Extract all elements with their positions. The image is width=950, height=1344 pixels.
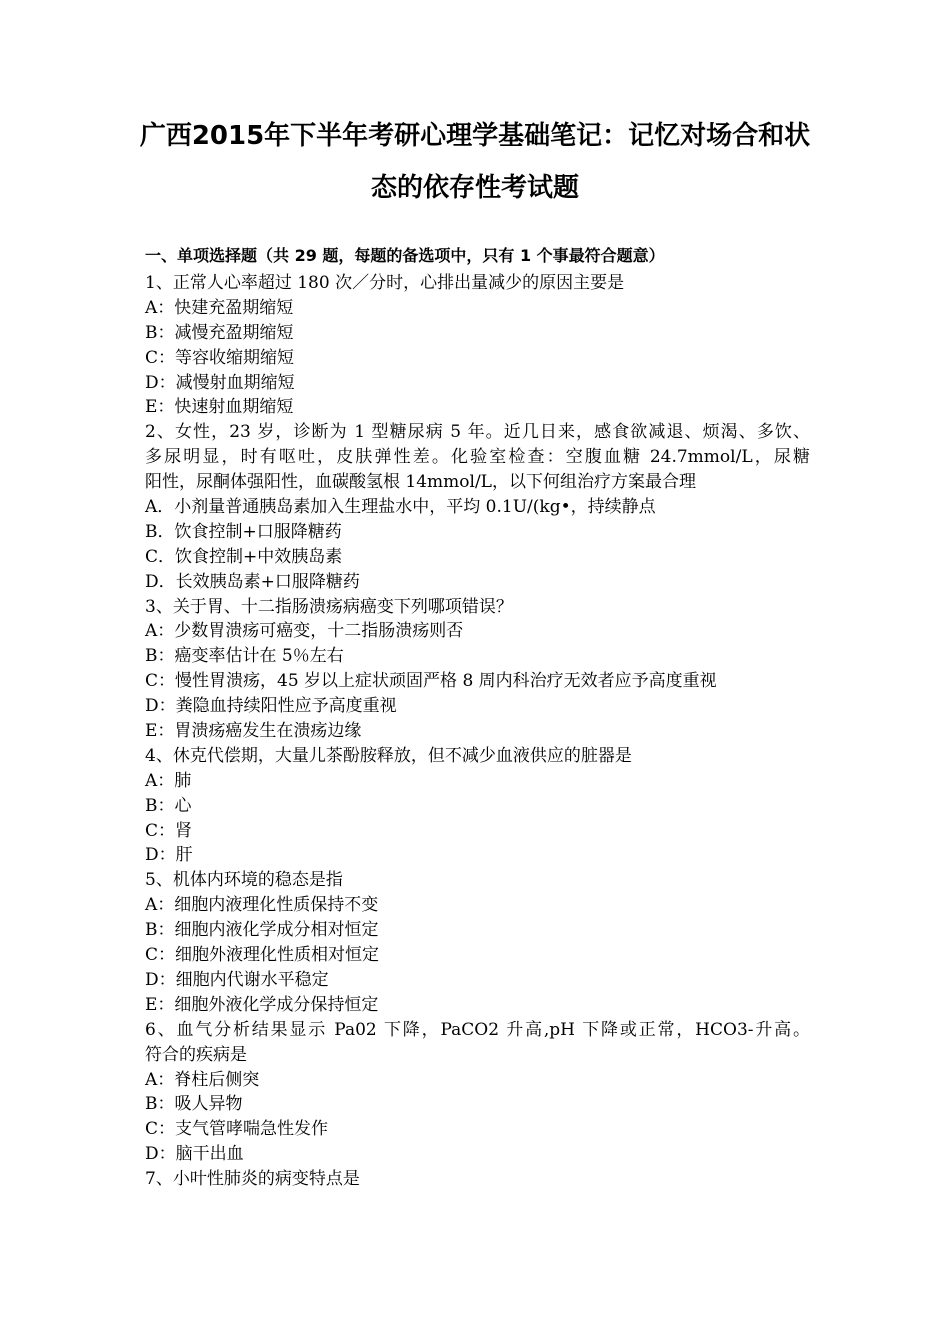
option-line: D：脑干出血 xyxy=(145,1144,244,1165)
question-line: 7、小叶性肺炎的病变特点是 xyxy=(145,1169,360,1190)
question-line: 1、正常人心率超过 180 次／分时，心排出量减少的原因主要是 xyxy=(145,273,625,293)
option-line: A：少数胃溃疡可癌变，十二指肠溃疡则否 xyxy=(145,621,464,642)
option-line: C：细胞外液理化性质相对恒定 xyxy=(145,945,380,966)
question-line: 2、女性，23 岁，诊断为 1 型糖尿病 5 年。近几日来，感食欲减退、烦渴、多饮、 xyxy=(145,422,810,443)
option-line: A：快建充盈期缩短 xyxy=(145,297,294,318)
question-line: 5、机体内环境的稳态是指 xyxy=(145,870,343,891)
option-line: B：减慢充盈期缩短 xyxy=(145,322,294,343)
question-line: 4、休克代偿期，大量儿茶酚胺释放，但不减少血液供应的脏器是 xyxy=(145,745,632,766)
option-line: D．长效胰岛素+口服降糖药 xyxy=(145,571,360,592)
option-line: E：快速射血期缩短 xyxy=(145,397,294,418)
question-line: 符合的疾病是 xyxy=(145,1044,247,1065)
option-line: E：胃溃疡癌发生在溃疡边缘 xyxy=(145,721,362,742)
option-line: D：肝 xyxy=(145,845,193,866)
option-line: C：慢性胃溃疡，45 岁以上症状顽固严格 8 周内科治疗无效者应予高度重视 xyxy=(145,671,717,692)
option-line: B：细胞内液化学成分相对恒定 xyxy=(145,920,379,941)
option-line: D：减慢射血期缩短 xyxy=(145,372,295,393)
option-line: A：细胞内液理化性质保持不变 xyxy=(145,895,379,916)
option-line: C．饮食控制+中效胰岛素 xyxy=(145,546,343,567)
question-line: 多尿明显，时有呕吐，皮肤弹性差。化验室检查：空腹血糖 24.7mmol/L，尿糖 xyxy=(145,447,810,468)
question-list xyxy=(145,271,810,1192)
document-title-line-2: 态的依存性考试题 xyxy=(370,173,579,203)
option-line: B：吸人异物 xyxy=(145,1094,243,1115)
question-line: 阳性，尿酮体强阳性，血碳酸氢根 14mmol/L，以下何组治疗方案最合理 xyxy=(145,472,696,493)
option-line: D：粪隐血持续阳性应予高度重视 xyxy=(145,696,397,717)
option-line: B：心 xyxy=(145,795,192,816)
question-line: 3、关于胃、十二指肠溃疡病癌变下列哪项错误？ xyxy=(145,596,513,617)
option-line: A：肺 xyxy=(145,770,192,791)
option-line: C：支气管哮喘急性发作 xyxy=(145,1119,329,1140)
option-line: B．饮食控制+口服降糖药 xyxy=(145,521,342,542)
document-title-line-1: 广西2015年下半年考研心理学基础笔记：记忆对场合和状 xyxy=(139,121,811,151)
option-line: C：肾 xyxy=(145,820,193,841)
option-line: E：细胞外液化学成分保持恒定 xyxy=(145,994,379,1015)
option-line: A：脊柱后侧突 xyxy=(145,1069,260,1090)
option-line: A．小剂量普通胰岛素加入生理盐水中，平均 0.1U/(kg•，持续静点 xyxy=(145,497,656,518)
option-line: D：细胞内代谢水平稳定 xyxy=(145,969,329,990)
option-line: C：等容收缩期缩短 xyxy=(145,347,295,368)
option-line: B：癌变率估计在 5％左右 xyxy=(145,646,344,667)
question-line: 6、血气分析结果显示 Pa02 下降，PaCO2 升高,pH 下降或正常，HCO3-升高。 xyxy=(145,1019,810,1040)
section-heading: 一、单项选择题（共 29 题，每题的备选项中，只有 1 个事最符合题意） xyxy=(145,246,665,265)
